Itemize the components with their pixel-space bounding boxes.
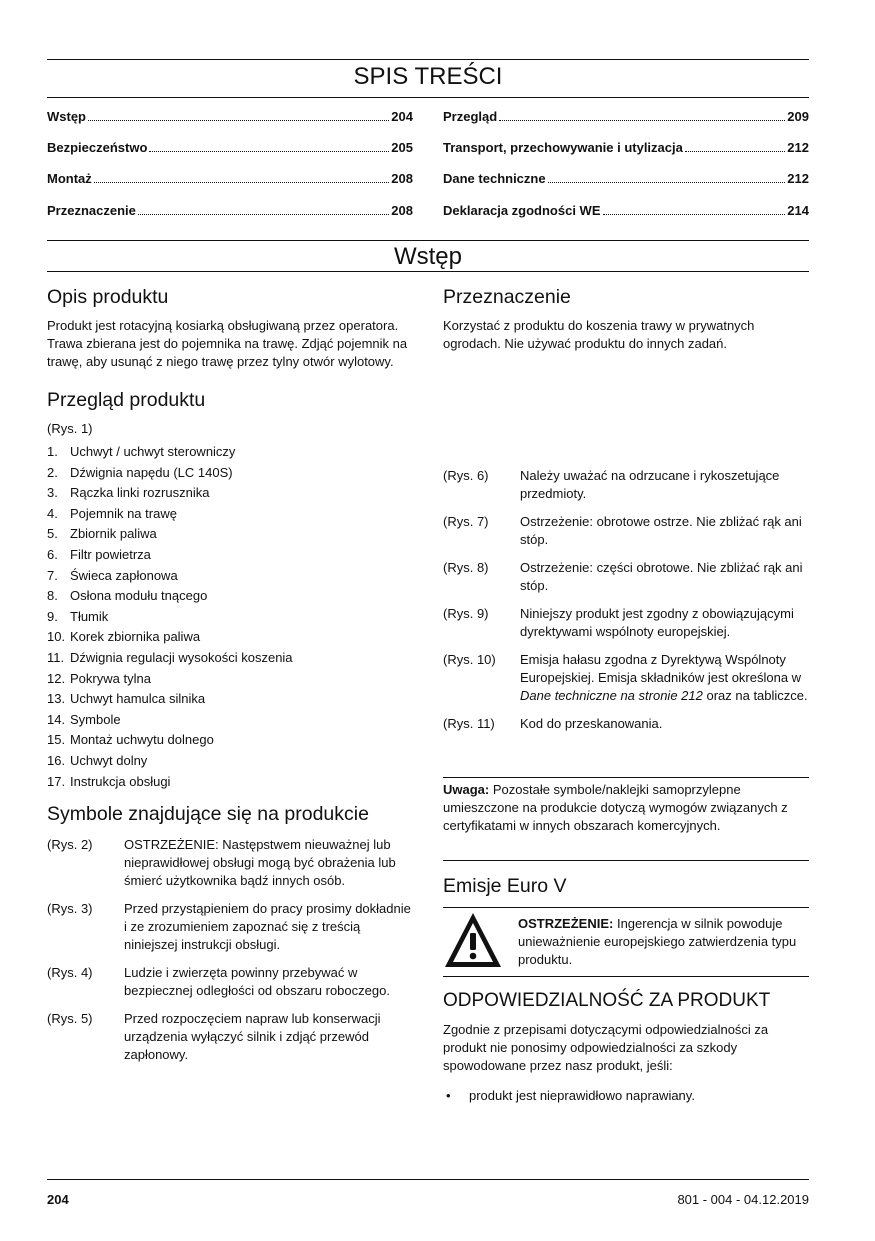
list-item: 12. Pokrywa tylna <box>47 670 151 686</box>
toc-title-rule <box>47 97 809 98</box>
list-item: 3. Rączka linki rozrusznika <box>47 485 210 501</box>
left-column <box>47 285 413 1074</box>
toc-entry-page: 214 <box>787 203 809 218</box>
footer-rule <box>47 1179 809 1180</box>
toc-leader-dots <box>603 214 786 215</box>
heading-przeglad-produktu: Przegląd produktu <box>47 389 206 411</box>
warning-bottom-rule <box>443 976 809 977</box>
symbol-row-rys7: (Rys. 7) Ostrzeżenie: obrotowe ostrze. Nie zbliżać rąk ani stóp. <box>443 514 802 547</box>
warning-label: OSTRZEŻENIE: <box>518 916 614 931</box>
toc-top-rule <box>47 59 809 60</box>
toc-entry-label: Bezpieczeństwo <box>47 140 148 155</box>
toc-leader-dots <box>499 120 785 121</box>
symbol-row-rys11: (Rys. 11) Kod do przeskanowania. <box>443 716 663 731</box>
uwaga-bottom-rule <box>443 860 809 861</box>
list-item: 1. Uchwyt / uchwyt sterowniczy <box>47 444 236 459</box>
toc-entry-wstep[interactable] <box>47 109 413 125</box>
toc-leader-dots <box>88 120 389 121</box>
emisje-section <box>443 874 809 906</box>
list-item: 7. Świeca zapłonowa <box>47 567 178 583</box>
list-item: 8. Osłona modułu tnącego <box>47 588 208 604</box>
uwaga-label: Uwaga: <box>443 782 490 797</box>
warning-triangle-icon <box>443 911 503 969</box>
symbol-row-rys8: (Rys. 8) Ostrzeżenie: części obrotowe. Nie zbliżać rąk ani stóp. <box>443 560 803 593</box>
odpowiedzialnosc-text: Zgodnie z przepisami dotyczącymi odpowiedzialności za produkt nie ponosimy odpowiedzialności za szkody spowodowane przez nasz produkt, jeśli: <box>443 1022 769 1073</box>
symbol-row-rys6: (Rys. 6) Należy uważać na odrzucane i rykoszetujące przedmioty. <box>443 468 780 501</box>
right-column-symbols <box>443 467 809 743</box>
parts-list <box>47 442 413 792</box>
toc-leader-dots <box>94 182 390 183</box>
bullet-text: produkt jest nieprawidłowo naprawiany. <box>469 1088 695 1103</box>
toc-entry-deklaracja[interactable] <box>443 203 809 219</box>
toc-entry-dane-techniczne[interactable] <box>443 171 809 187</box>
symbol-row-rys4: (Rys. 4) Ludzie i zwierzęta powinny przebywać w bezpiecznej odległości od obszaru roboczego. <box>47 965 390 999</box>
list-item: 10. Korek zbiornika paliwa <box>47 629 201 645</box>
toc-entry-page: 208 <box>391 171 413 186</box>
toc-entry-przeznaczenie[interactable] <box>47 203 413 219</box>
toc-entry-page: 212 <box>787 171 809 186</box>
warning-top-rule <box>443 907 809 908</box>
toc-entry-montaz[interactable] <box>47 171 413 187</box>
toc-leader-dots <box>149 151 389 152</box>
list-item: 6. Filtr powietrza <box>47 546 151 562</box>
heading-przeznaczenie: Przeznaczenie <box>443 286 571 308</box>
list-item: 15. Montaż uchwytu dolnego <box>47 732 214 748</box>
symbol-row-rys2: (Rys. 2) OSTRZEŻENIE: Następstwem nieuważnej lub nieprawidłowej obsługi mogą być obrażenia lub śmierć użytkownika bądź innych osób. <box>47 837 396 889</box>
list-item: 17. Instrukcja obsługi <box>47 773 171 789</box>
list-item: 11. Dźwignia regulacji wysokości koszenia <box>47 649 293 665</box>
toc-entry-label: Przeznaczenie <box>47 203 136 218</box>
toc-entry-przeglad[interactable] <box>443 109 809 125</box>
toc-entry-label: Montaż <box>47 171 92 186</box>
section-title-rule <box>47 271 809 272</box>
section-title: Wstęp <box>393 243 462 270</box>
warning-box <box>443 911 809 969</box>
bullet-symbol: • <box>446 1088 451 1103</box>
symbol-row-rys10: (Rys. 10) Emisja hałasu zgodna z Dyrektywą Wspólnoty Europejskiej. Emisja składników jest określona w Dane techniczne na stronie 212 oraz na tabliczce. <box>443 652 808 703</box>
symbol-row-rys9: (Rys. 9) Niniejszy produkt jest zgodny z obowiązującymi dyrektywami wspólnoty europejskiej. <box>443 606 794 639</box>
uwaga-top-rule <box>443 777 809 778</box>
toc-entry-page: 212 <box>787 140 809 155</box>
toc-leader-dots <box>685 151 785 152</box>
heading-symbole: Symbole znajdujące się na produkcie <box>47 803 369 826</box>
toc-entry-bezpieczenstwo[interactable] <box>47 140 413 156</box>
symbol-row-rys5: (Rys. 5) Przed rozpoczęciem napraw lub konserwacji urządzenia wyłączyć silnik i zdjąć przewód zapłonowy. <box>47 1011 381 1063</box>
toc-title: SPIS TREŚCI <box>353 63 503 90</box>
toc-entry-label: Wstęp <box>47 109 86 124</box>
toc-entry-label: Transport, przechowywanie i utylizacja <box>443 140 683 155</box>
uwaga-text: Pozostałe symbole/naklejki samoprzylepne umieszczone na produkcie dotyczą wymogów związanych z certyfikatami w innych obszarach komercyjnych. <box>443 782 788 833</box>
figure-ref-rys1: (Rys. 1) <box>47 421 93 436</box>
toc-entry-label: Dane techniczne <box>443 171 546 186</box>
heading-emisje: Emisje Euro V <box>443 875 567 897</box>
toc-leader-dots <box>548 182 786 183</box>
symbol-row-rys3: (Rys. 3) Przed przystąpieniem do pracy prosimy dokładnie i ze zrozumieniem zapoznać się z treścią niniejszej instrukcji obsługi. <box>47 901 411 953</box>
bullet-item <box>443 1087 809 1105</box>
przeznaczenie-text: Korzystać z produktu do koszenia trawy w prywatnych ogrodach. Nie używać produktu do innych zadań. <box>443 318 755 351</box>
list-item: 4. Pojemnik na trawę <box>47 505 177 521</box>
odpowiedzialnosc-section <box>443 989 809 1105</box>
toc-entry-page: 208 <box>391 203 413 218</box>
toc-leader-dots <box>138 214 389 215</box>
list-item: 14. Symbole <box>47 711 121 727</box>
toc-entry-page: 209 <box>787 109 809 124</box>
section-top-rule <box>47 240 809 241</box>
toc-entry-transport[interactable] <box>443 140 809 156</box>
link-dane-techniczne[interactable]: Dane techniczne na stronie 212 <box>520 688 703 703</box>
uwaga-note <box>443 781 809 835</box>
list-item: 16. Uchwyt dolny <box>47 752 148 768</box>
list-item: 13. Uchwyt hamulca silnika <box>47 691 206 707</box>
document-code: 801 - 004 - 04.12.2019 <box>677 1192 809 1207</box>
toc-entry-label: Deklaracja zgodności WE <box>443 203 601 218</box>
list-item: 9. Tłumik <box>47 608 109 624</box>
heading-odpowiedzialnosc: ODPOWIEDZIALNOŚĆ ZA PRODUKT <box>443 990 771 1011</box>
toc-entry-label: Przegląd <box>443 109 498 124</box>
toc-entry-page: 205 <box>391 140 413 155</box>
list-item: 5. Zbiornik paliwa <box>47 526 157 542</box>
opis-produktu-text: Produkt jest rotacyjną kosiarką obsługiwaną przez operatora. Trawa zbierana jest do pojemnika na trawę. Zdjąć pojemnik na trawę, aby usunąć z niego trawę przez tylny otwór wylotowy. <box>47 318 408 369</box>
right-column-top <box>443 285 809 353</box>
list-item: 2. Dźwignia napędu (LC 140S) <box>47 464 233 480</box>
heading-opis-produktu: Opis produktu <box>47 286 169 308</box>
page-number: 204 <box>47 1192 69 1207</box>
warning-text: Ingerencja w silnik powoduje unieważnienie europejskiego zatwierdzenia typu produktu. <box>518 916 797 967</box>
toc-entry-page: 204 <box>391 109 413 124</box>
